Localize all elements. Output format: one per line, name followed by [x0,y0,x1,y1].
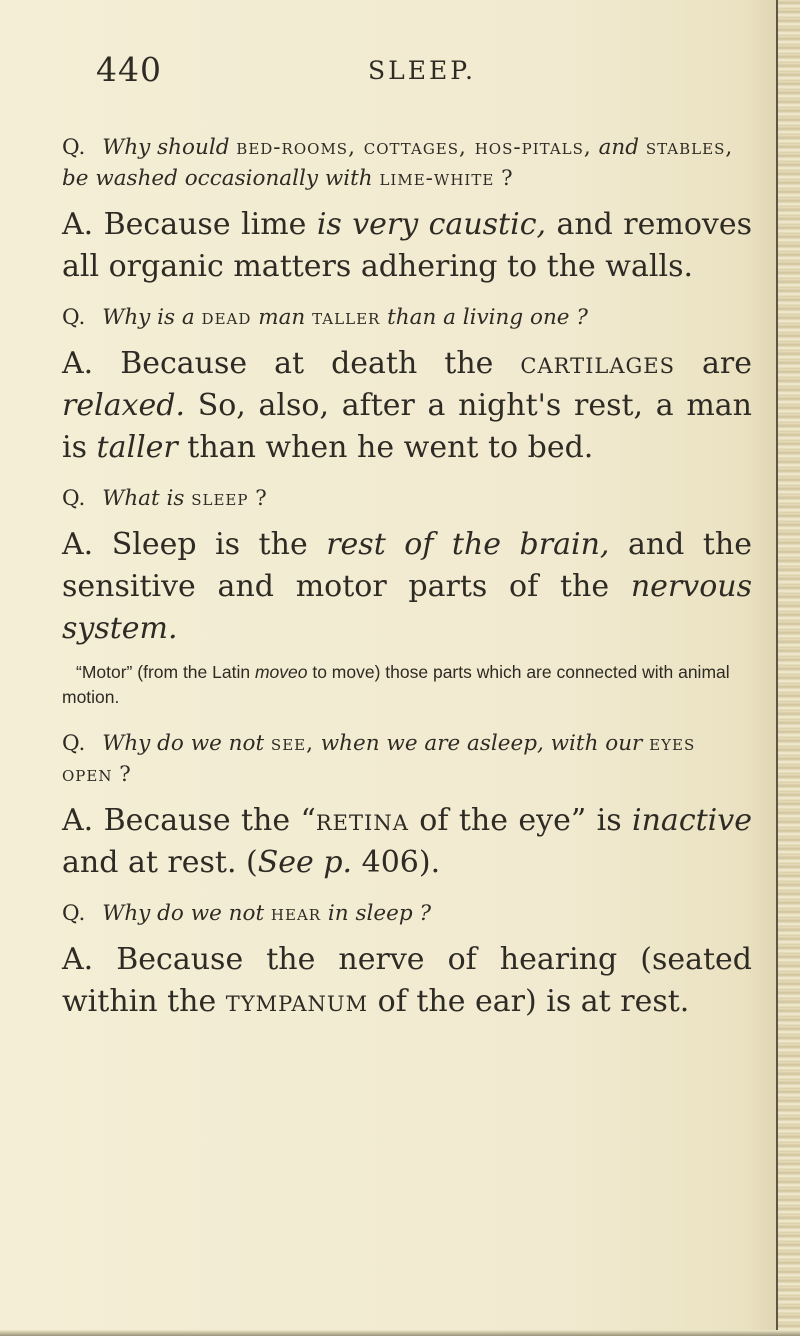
text: of the ear) is at rest. [368,984,690,1019]
answer [62,800,752,884]
text-italic: Why do we not [95,731,271,756]
text-small-caps: bed-rooms, cottages, hos-pitals, [236,135,592,160]
question-marker: Q. [62,901,86,926]
text: Because the nerve of hearing (seated within the [62,942,752,1019]
text: ? [494,166,513,191]
question [62,728,752,790]
page-edge-shadow [776,0,800,1336]
text: Sleep is the [93,527,327,562]
text-small-caps: eyes open [62,731,696,787]
text: and the sensitive and motor parts of the [62,527,752,604]
answer-marker: A. [62,942,94,977]
text-italic: relaxed. [62,388,185,423]
question [62,483,752,514]
text-small-caps: sleep [191,486,249,511]
text-italic: is very caustic, [316,207,547,242]
text: ? [248,486,267,511]
answer-marker: A. [62,803,94,838]
text: and at rest. ( [62,845,258,880]
text: of the eye” is [408,803,633,838]
text-italic: rest of the brain, [326,527,610,562]
text-italic: than a living one ? [380,305,588,330]
text: Because the “ [93,803,316,838]
text: than when he went to bed. [177,430,594,465]
question-marker: Q. [62,135,86,160]
answer-marker: A. [62,527,94,562]
text-italic: Why do we not [95,901,271,926]
answer [62,939,752,1023]
page-body [62,132,752,1037]
text-italic: See p. [257,845,353,880]
running-head: SLEEP. [368,56,476,85]
text-small-caps: taller [312,305,381,330]
text-small-caps: cartilages [520,346,676,381]
text-italic: in sleep ? [321,901,431,926]
text-italic: inactive [632,803,752,838]
text: 406). [352,845,441,880]
text-italic: when we are asleep, with our [313,731,650,756]
text-small-caps: retina [315,803,409,838]
text-italic: and [591,135,646,160]
answer [62,343,752,469]
text-small-caps: dead [201,305,252,330]
question-marker: Q. [62,486,86,511]
question [62,132,752,194]
text: and removes all organic matters adhering to the walls. [62,207,752,284]
text-italic: Why should [95,135,237,160]
text-small-caps: see, [270,731,314,756]
text: to move) those parts which are connected with animal motion. [62,662,730,707]
question-marker: Q. [62,305,86,330]
text-small-caps: lime-white [379,166,495,191]
answer [62,524,752,650]
answer-marker: A. [62,346,94,381]
text-small-caps: stables, [645,135,734,160]
question [62,898,752,929]
text-italic: Why is a [95,305,202,330]
text-italic: man [251,305,313,330]
text-small-caps: hear [270,901,322,926]
text: “Motor” (from the Latin [76,662,255,682]
text: So, also, after a night's rest, a man is [62,388,752,465]
question [62,302,752,333]
answer [62,204,752,288]
text: ? [112,762,131,787]
text: Because at death the [93,346,521,381]
text-italic: moveo [254,662,308,682]
footnote [62,660,752,710]
text: are [675,346,752,381]
text-small-caps: tympanum [225,984,369,1019]
text-italic: taller [96,430,178,465]
page-header [96,50,616,100]
answer-marker: A. [62,207,94,242]
question-marker: Q. [62,731,86,756]
text-italic: be washed occasionally with [62,166,380,191]
page-bottom-edge [0,1330,800,1336]
text-italic: nervous system. [62,569,752,646]
page-number: 440 [96,50,162,89]
text: Because lime [93,207,317,242]
text-italic: What is [95,486,192,511]
